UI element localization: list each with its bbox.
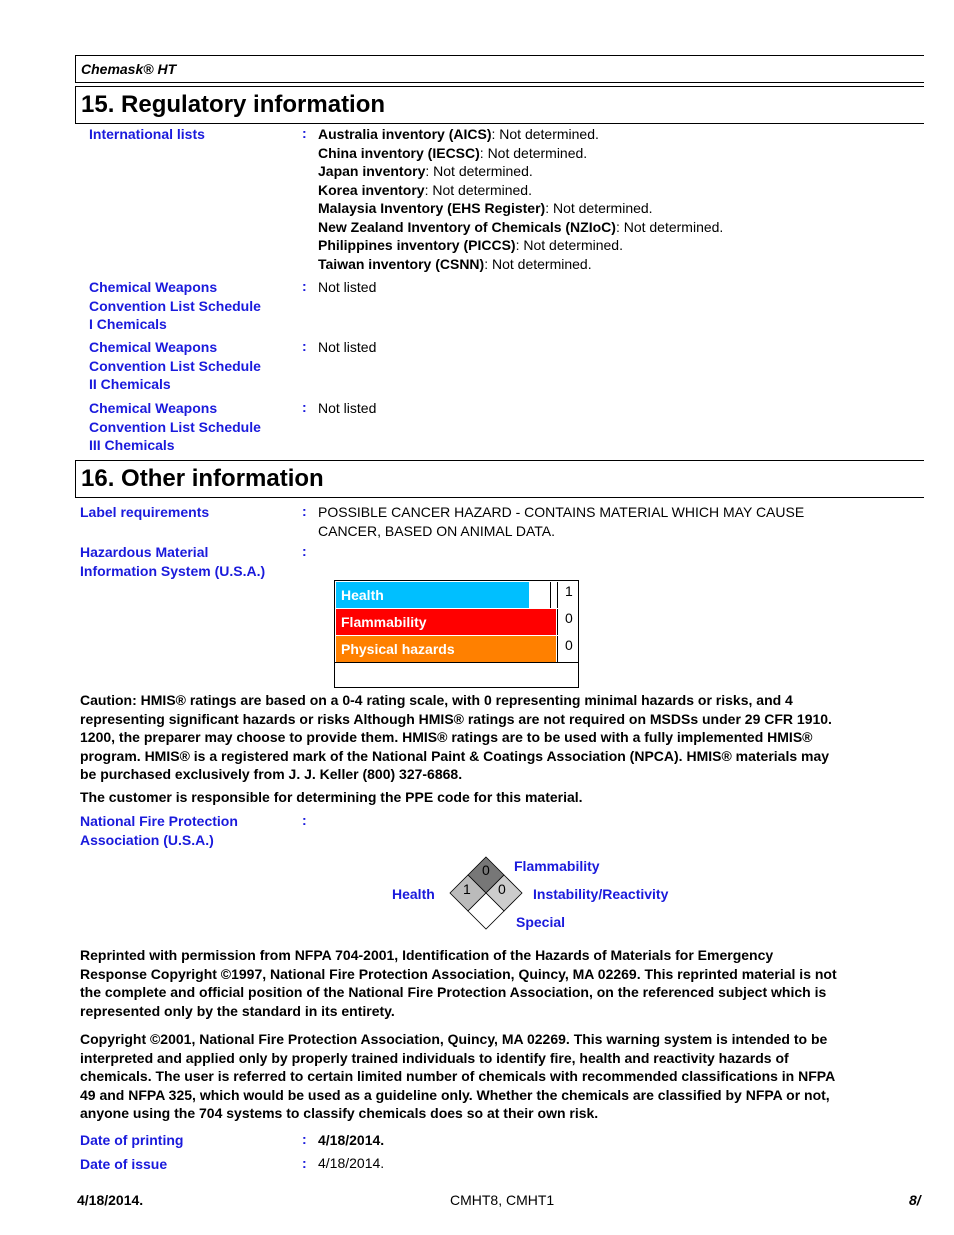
inventory-row: Philippines inventory (PICCS): Not determined. bbox=[318, 237, 623, 253]
date-of-printing-value: 4/18/2014. bbox=[318, 1132, 385, 1148]
nfpa-health-label: Health bbox=[392, 886, 435, 902]
cw-schedule-3-value: Not listed bbox=[318, 400, 377, 416]
inventory-list bbox=[318, 125, 723, 273]
hmis-divider bbox=[335, 662, 578, 663]
inventory-row: Malaysia Inventory (EHS Register): Not determined. bbox=[318, 200, 653, 216]
colon: : bbox=[302, 812, 307, 828]
hmis-flammability-row: Flammability bbox=[336, 609, 556, 635]
cw-schedule-2-value: Not listed bbox=[318, 339, 377, 355]
section-15-header bbox=[75, 86, 924, 124]
section-15-title: 15. Regulatory information bbox=[81, 91, 386, 118]
hmis-health-row: Health bbox=[336, 582, 529, 608]
hmis-caution-text: Caution: HMIS® ratings are based on a 0-4 rating scale, with 0 representing minimal hazards or risks, and 4 representing significant hazards or risks Although HMIS® ratings are not required on MSDSs under 29 CFR 1910. 1200, the preparer may choose to provide them. HMIS® ratings are to be used with a fully implemented HMIS® program. HMIS® is a registered mark of the National Paint & Coatings Association (NPCA). HMIS® materials may be purchased exclusively from J. J. Keller (800) 327-6868. bbox=[80, 692, 832, 782]
ppe-note: The customer is responsible for determining the PPE code for this material. bbox=[80, 789, 583, 805]
colon: : bbox=[302, 278, 307, 294]
colon: : bbox=[302, 1131, 307, 1147]
colon: : bbox=[302, 1155, 307, 1171]
footer-page-number: 8/ bbox=[909, 1192, 921, 1208]
nfpa-special-label: Special bbox=[516, 914, 566, 930]
nfpa-health-value: 1 bbox=[463, 881, 471, 897]
cw-schedule-3-label: Chemical Weapons Convention List Schedule III Chemicals bbox=[89, 400, 261, 453]
nfpa-instability-value: 0 bbox=[498, 881, 506, 897]
footer-date: 4/18/2014. bbox=[77, 1192, 144, 1208]
section-16-title: 16. Other information bbox=[81, 465, 324, 492]
product-name: Chemask® HT bbox=[81, 61, 177, 77]
inventory-row: Taiwan inventory (CSNN): Not determined. bbox=[318, 255, 592, 272]
nfpa-label: National Fire Protection Association (U.S.A.) bbox=[80, 813, 238, 848]
inventory-row: Korea inventory: Not determined. bbox=[318, 181, 532, 198]
inventory-row: New Zealand Inventory of Chemicals (NZIoC): Not determined. bbox=[318, 218, 724, 235]
inventory-row: Australia inventory (AICS): Not determined. bbox=[318, 126, 599, 142]
colon: : bbox=[302, 399, 307, 415]
nfpa-copyright-text: Copyright ©2001, National Fire Protection Association, Quincy, MA 02269. This warning system is intended to be interpreted and applied only by properly trained individuals to identify fire, health and reactivity hazards of chemicals. The user is referred to certain limited number of chemicals with recommended classifications in NFPA 49 and NFPA 325, which would be used as a guideline only. Whether the chemicals are classified by NFPA or not, anyone using the 704 systems to classify chemicals does so at their own risk. bbox=[80, 1031, 836, 1121]
section-16-header bbox=[75, 460, 924, 498]
hmis-physical-value: 0 bbox=[557, 636, 578, 662]
hmis-health-value: 1 bbox=[557, 582, 578, 608]
colon: : bbox=[302, 338, 307, 354]
cw-schedule-1-label: Chemical Weapons Convention List Schedule I Chemicals bbox=[89, 279, 261, 332]
hmis-physical-row: Physical hazards bbox=[336, 636, 556, 662]
date-of-issue-label: Date of issue bbox=[80, 1156, 168, 1172]
hmis-health-chronic-box bbox=[529, 582, 551, 608]
date-of-printing-label: Date of printing bbox=[80, 1132, 184, 1148]
hmis-table bbox=[334, 580, 579, 688]
nfpa-instability-label: Instability/Reactivity bbox=[533, 886, 669, 902]
colon: : bbox=[302, 125, 307, 141]
nfpa-flammability-value: 0 bbox=[482, 862, 490, 878]
label-requirements-label: Label requirements bbox=[80, 504, 210, 520]
colon: : bbox=[302, 503, 307, 519]
label-requirements-value: POSSIBLE CANCER HAZARD - CONTAINS MATERIAL WHICH MAY CAUSE CANCER, BASED ON ANIMAL DATA. bbox=[318, 504, 805, 539]
product-header bbox=[75, 55, 924, 83]
inventory-row: China inventory (IECSC): Not determined. bbox=[318, 144, 588, 161]
hmis-label: Hazardous Material Information System (U.S.A.) bbox=[80, 544, 266, 579]
cw-schedule-1-value: Not listed bbox=[318, 279, 377, 295]
nfpa-flammability-label: Flammability bbox=[514, 858, 600, 874]
colon: : bbox=[302, 543, 307, 559]
cw-schedule-2-label: Chemical Weapons Convention List Schedule II Chemicals bbox=[89, 339, 261, 392]
international-lists-label: International lists bbox=[89, 126, 205, 142]
inventory-row: Japan inventory: Not determined. bbox=[318, 163, 533, 179]
hmis-flammability-value: 0 bbox=[557, 609, 578, 635]
nfpa-reprint-text: Reprinted with permission from NFPA 704-2001, Identification of the Hazards of Materials for Emergency Response Copyright ©1997, National Fire Protection Association, Quincy, MA 02269. This reprinted material is not the complete and official position of the National Fire Protection Association, on the referenced subject which is represented only by the standard in its entirety. bbox=[80, 947, 837, 1019]
date-of-issue-value: 4/18/2014. bbox=[318, 1155, 385, 1171]
footer-product-codes: CMHT8, CMHT1 bbox=[450, 1192, 555, 1208]
